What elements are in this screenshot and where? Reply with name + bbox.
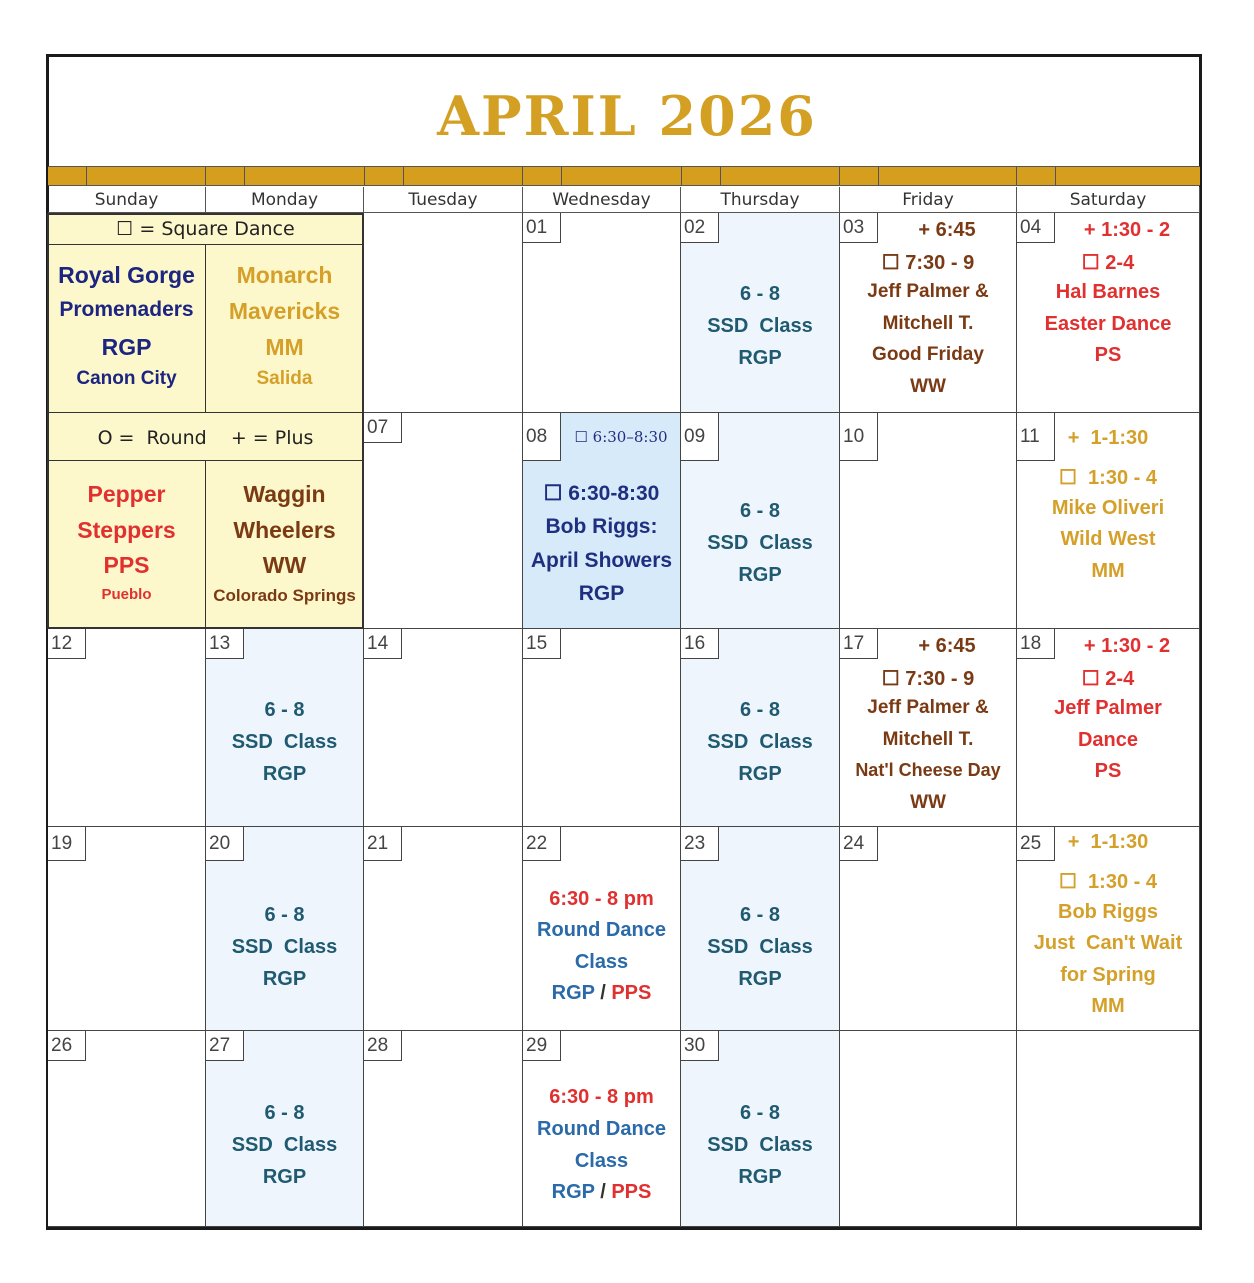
event-caller: Hal Barnes <box>1055 281 1161 303</box>
event-caller: Mike Oliveri <box>1051 497 1165 519</box>
event-apr4 <box>1017 250 1199 367</box>
event-club: RGP <box>262 968 307 990</box>
event-club: RGP <box>262 1166 307 1188</box>
club-mm <box>205 262 364 390</box>
day-number: 10 <box>840 413 878 461</box>
event-name: SSD Class <box>707 936 813 958</box>
club-pps-line1: Pepper <box>87 481 166 507</box>
event-caller: Jeff Palmer & <box>867 281 989 302</box>
event-apr11 <box>1017 427 1199 583</box>
day-cell <box>681 413 840 629</box>
event-time: 6 - 8 <box>739 1102 781 1124</box>
club-pps-city: Pueblo <box>101 586 152 603</box>
day-number: 01 <box>523 213 561 243</box>
day-cell <box>1017 213 1200 413</box>
round-dance-event <box>523 1086 680 1204</box>
event-caller: Jeff Palmer & <box>867 697 989 718</box>
club-rgp-city: Canon City <box>76 368 177 389</box>
day-cell <box>48 827 206 1031</box>
day-number: 07 <box>364 413 402 443</box>
day-cell <box>523 827 681 1031</box>
weekday-sunday: Sunday <box>48 187 206 213</box>
club-mm-line1: Monarch <box>236 262 333 288</box>
event-club: WW <box>910 376 946 397</box>
event-time: 6 - 8 <box>739 500 781 522</box>
event-apr18-plus: + 1:30 - 2 <box>1083 635 1171 657</box>
day-cell <box>840 1031 1017 1227</box>
event-name: Nat'l Cheese Day <box>855 760 1001 780</box>
event-name: SSD Class <box>231 936 338 958</box>
event-name: Class <box>574 1150 629 1172</box>
day-cell <box>681 213 840 413</box>
event-caller: Bob Riggs: <box>545 515 658 538</box>
event-time: 6 - 8 <box>264 699 305 721</box>
day-cell <box>206 827 364 1031</box>
day-cell <box>523 1031 681 1227</box>
event-name: SSD Class <box>707 315 813 337</box>
event-apr3 <box>840 250 1016 398</box>
event-name: Easter Dance <box>1044 313 1172 335</box>
event-name: Round Dance <box>537 1118 666 1140</box>
day-number: 03 <box>840 213 878 243</box>
day-number: 23 <box>681 827 719 861</box>
weekday-tuesday: Tuesday <box>364 187 523 213</box>
day-number: 29 <box>523 1031 561 1061</box>
legend-square-text: ☐ = Square Dance <box>116 218 295 240</box>
event-club: RGP <box>738 763 782 785</box>
club-rgp-abbr: RGP <box>101 334 152 360</box>
day-number: 18 <box>1017 629 1055 659</box>
day-number: 16 <box>681 629 719 659</box>
club-ww-line2: Wheelers <box>233 517 336 543</box>
day-cell <box>1017 827 1200 1031</box>
day-number: 14 <box>364 629 402 659</box>
event-club-rgp: RGP <box>551 982 595 1004</box>
day-number: 17 <box>840 629 878 659</box>
event-apr3-plus: + 6:45 <box>918 219 976 241</box>
ssd-class-event <box>681 904 839 991</box>
event-caller: Mitchell T. <box>882 729 974 750</box>
day-cell <box>840 629 1017 827</box>
ssd-class-event <box>681 283 839 370</box>
ssd-class-event <box>681 699 839 786</box>
day-number: 04 <box>1017 213 1055 243</box>
day-cell <box>1017 413 1200 629</box>
event-time: 6 - 8 <box>739 904 781 926</box>
day-cell <box>681 629 840 827</box>
event-name: Just Can't Wait <box>1033 932 1183 954</box>
event-club: RGP <box>738 968 782 990</box>
club-ww <box>205 481 364 606</box>
event-club: PS <box>1094 344 1122 366</box>
event-caller: Jeff Palmer <box>1054 697 1162 719</box>
club-mm-abbr: MM <box>265 334 304 360</box>
club-rgp <box>47 262 206 390</box>
day-number: 26 <box>48 1031 86 1061</box>
day-cell <box>1017 629 1200 827</box>
day-cell <box>681 827 840 1031</box>
event-name: April Showers <box>530 549 673 572</box>
day-number: 15 <box>523 629 561 659</box>
day-cell <box>840 213 1017 413</box>
event-club: RGP <box>262 763 307 785</box>
day-number: 25 <box>1017 827 1055 861</box>
event-caller: Bob Riggs <box>1058 901 1158 923</box>
day-cell <box>840 413 1017 629</box>
day-cell <box>364 213 523 413</box>
event-time: 6 - 8 <box>264 1102 305 1124</box>
club-ww-abbr: WW <box>262 552 307 578</box>
event-apr4-plus: + 1:30 - 2 <box>1083 219 1171 241</box>
event-name: Round Dance <box>537 919 666 941</box>
club-ww-line1: Waggin <box>243 481 326 507</box>
day-cell <box>523 213 681 413</box>
day-number: 19 <box>48 827 86 861</box>
calendar-title: APRIL 2026 <box>437 84 817 148</box>
club-rgp-line1: Royal Gorge <box>58 262 195 288</box>
event-caller: Mitchell T. <box>882 313 974 334</box>
event-name: for Spring <box>1060 964 1156 986</box>
day-number: 28 <box>364 1031 402 1061</box>
event-club: RGP <box>738 347 782 369</box>
event-apr8-header: ☐ 6:30–8:30 <box>574 428 668 446</box>
day-number: 22 <box>523 827 561 861</box>
event-plus-time: + 1-1:30 <box>1067 427 1149 449</box>
day-cell <box>364 827 523 1031</box>
day-cell <box>206 1031 364 1227</box>
day-number: 11 <box>1017 413 1055 461</box>
day-number: 21 <box>364 827 402 861</box>
club-pps-line2: Steppers <box>77 517 176 543</box>
weekday-friday: Friday <box>840 187 1017 213</box>
day-number: 27 <box>206 1031 244 1061</box>
event-time: ☐ 6:30-8:30 <box>543 482 660 505</box>
event-club-separator: / <box>594 1181 612 1203</box>
club-ww-city: Colorado Springs <box>213 586 356 605</box>
ssd-class-event <box>681 1102 839 1189</box>
event-apr18 <box>1017 666 1199 783</box>
event-club: RGP <box>738 1166 782 1188</box>
day-number: 12 <box>48 629 86 659</box>
day-number: 13 <box>206 629 244 659</box>
event-name: SSD Class <box>707 731 813 753</box>
day-cell <box>364 413 523 629</box>
ssd-class-event <box>206 1102 363 1189</box>
event-club: WW <box>910 792 946 813</box>
club-rgp-line2: Promenaders <box>59 298 194 321</box>
club-mm-line2: Mavericks <box>228 298 341 324</box>
event-time: 6 - 8 <box>739 283 781 305</box>
day-cell <box>1017 1031 1200 1227</box>
day-number: 20 <box>206 827 244 861</box>
event-name: SSD Class <box>231 1134 338 1156</box>
club-pps-abbr: PPS <box>103 552 150 578</box>
club-pps <box>47 481 206 603</box>
event-name: Dance <box>1077 729 1139 751</box>
event-club: RGP <box>578 582 625 605</box>
event-club: RGP <box>738 564 782 586</box>
event-time: ☐ 2-4 <box>1081 252 1135 274</box>
event-time: 6 - 8 <box>739 699 781 721</box>
event-name: Wild West <box>1060 528 1156 550</box>
club-mm-city: Salida <box>256 368 313 389</box>
day-number: 09 <box>681 413 719 461</box>
event-club-rgp: RGP <box>551 1181 595 1203</box>
event-time: 6:30 - 8 pm <box>549 1086 654 1108</box>
ssd-class-event <box>206 699 363 786</box>
day-cell <box>840 827 1017 1031</box>
day-cell <box>681 1031 840 1227</box>
day-cell <box>48 1031 206 1227</box>
weekday-thursday: Thursday <box>681 187 840 213</box>
day-number: 02 <box>681 213 719 243</box>
ssd-class-event <box>681 500 839 587</box>
event-plus-time: + 1-1:30 <box>1067 831 1149 853</box>
event-apr17 <box>840 666 1016 814</box>
event-club: MM <box>1091 995 1125 1017</box>
event-name: Class <box>574 951 629 973</box>
day-cell <box>523 629 681 827</box>
event-club-pps: PPS <box>611 1181 652 1203</box>
day-cell <box>206 629 364 827</box>
event-name: Good Friday <box>872 344 984 365</box>
event-club: MM <box>1091 560 1125 582</box>
event-time: ☐ 2-4 <box>1081 668 1135 690</box>
event-club-separator: / <box>594 982 612 1004</box>
gold-header-bar <box>48 166 1200 186</box>
event-time: ☐ 1:30 - 4 <box>1059 871 1157 893</box>
event-club-pps: PPS <box>611 982 652 1004</box>
weekday-wednesday: Wednesday <box>523 187 681 213</box>
legend-round-plus-text: O = Round + = Plus <box>97 427 314 449</box>
event-time: ☐ 7:30 - 9 <box>881 252 975 274</box>
round-dance-event <box>523 888 680 1005</box>
event-time: ☐ 7:30 - 9 <box>881 668 975 690</box>
weekday-monday: Monday <box>206 187 364 213</box>
event-time: ☐ 1:30 - 4 <box>1059 467 1157 489</box>
event-name: SSD Class <box>707 1134 813 1156</box>
event-time: 6 - 8 <box>264 904 305 926</box>
event-apr17-plus: + 6:45 <box>918 635 976 657</box>
event-time: 6:30 - 8 pm <box>549 888 654 910</box>
day-cell <box>364 1031 523 1227</box>
event-apr8 <box>523 481 680 606</box>
weekday-saturday: Saturday <box>1017 187 1200 213</box>
day-number: 30 <box>681 1031 719 1061</box>
day-number: 08 <box>523 413 561 461</box>
day-number: 24 <box>840 827 878 861</box>
event-club: PS <box>1094 760 1122 782</box>
event-name: SSD Class <box>707 532 813 554</box>
event-apr25 <box>1017 831 1199 1018</box>
event-name: SSD Class <box>231 731 338 753</box>
ssd-class-event <box>206 904 363 991</box>
day-cell <box>364 629 523 827</box>
day-cell <box>48 629 206 827</box>
